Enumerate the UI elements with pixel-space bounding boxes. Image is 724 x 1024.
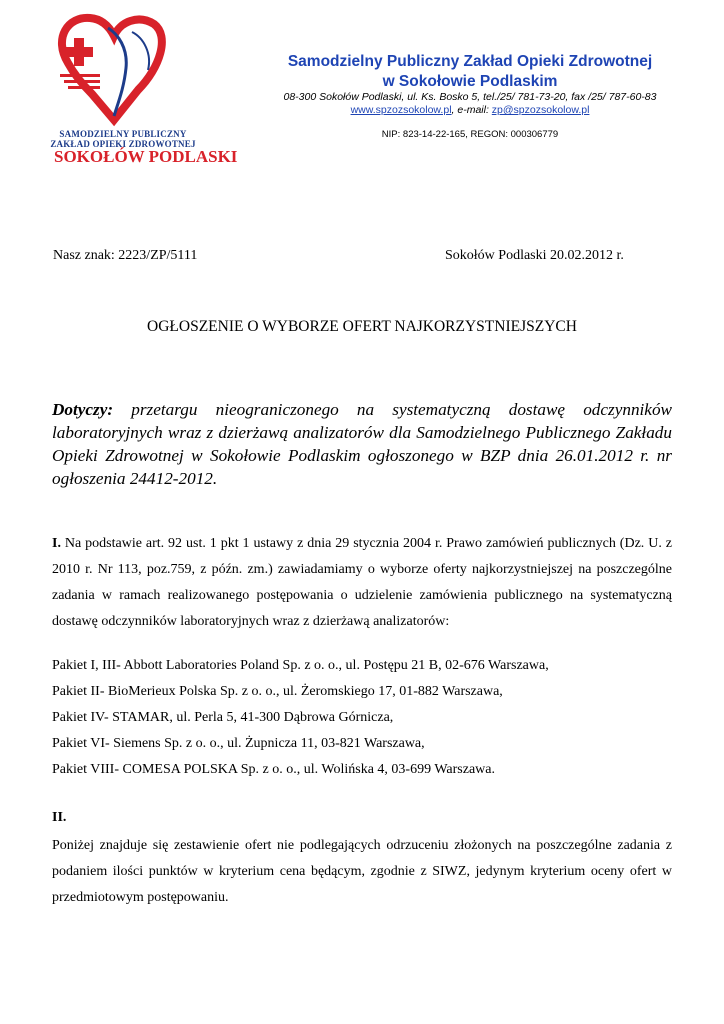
package-item: Pakiet VIII- COMESA POLSKA Sp. z o. o., ul. Wolińska 4, 03-699 Warszawa. [52,762,496,777]
regarding-text: przetargu nieograniczonego na systematyczną dostawę odczynników laboratoryjnych wraz z dzierżawą analizatorów dla Samodzielnego Publicznego Zakładu Opieki Zdrowotnej w Sokołowie Podlaskim ogłoszonego w BZP dnia 26.01.2012 r. nr ogłoszenia 24412-2012. [52,400,672,488]
section-1-label: I. [52,536,61,551]
hospital-logo [48,8,238,168]
logo-text-line1: SAMODZIELNY PUBLICZNY [59,129,187,139]
institution-address: 08-300 Sokołów Podlaski, ul. Ks. Bosko 5, tel./25/ 781-73-20, fax /25/ 787-60-83 [283,91,657,103]
package-item: Pakiet I, III- Abbott Laboratories Poland Sp. z o. o., ul. Postępu 21 B, 02-676 Warszawa, [52,658,549,673]
section-1-text: Na podstawie art. 92 ust. 1 pkt 1 ustawy z dnia 29 stycznia 2004 r. Prawo zamówień publicznych (Dz. U. z 2010 r. Nr 113, poz.759, z późn. zm.) zawiadamiamy o wyborze oferty najkorzystniejszej na poszczególne zadania w ramach realizowanego postępowania o udzielenie zamówienia publicznego na systematyczną dostawę odczynników laboratoryjnych wraz z dzierżawą analizatorów: [52,536,672,629]
email-label: , e-mail: [451,104,492,116]
regarding-paragraph [52,398,672,490]
institution-contact [240,104,700,117]
package-item: Pakiet VI- Siemens Sp. z o. o., ul. Żupnicza 11, 03-821 Warszawa, [52,736,425,751]
document-date: Sokołów Podlaski 20.02.2012 r. [445,248,624,263]
section-2-label: II. [52,810,67,825]
reference-number: Nasz znak: 2223/ZP/5111 [53,248,198,263]
institution-name-line2: w Sokołowie Podlaskim [382,73,558,90]
package-item: Pakiet II- BioMerieux Polska Sp. z o. o., ul. Żeromskiego 17, 01-882 Warszawa, [52,684,503,699]
nip-regon: NIP: 823-14-22-165, REGON: 000306779 [381,129,559,140]
document-title: OGŁOSZENIE O WYBORZE OFERT NAJKORZYSTNIEJSZYCH [147,318,577,335]
section-2-paragraph: Poniżej znajduje się zestawienie ofert nie podlegających odrzuceniu złożonych na poszczególne zadania z podaniem ilości punktów w kryterium cena będącym, zgodnie z SIWZ, jedynym kryterium oceny ofert w przedmiotowym postępowaniu. [52,838,672,905]
website-link[interactable]: www.spzozsokolow.pl [350,104,452,116]
email-link[interactable]: zp@spzozsokolow.pl [491,104,590,116]
logo-city: SOKOŁÓW PODLASKI [54,147,238,166]
institution-name [240,52,700,92]
logo-text-line2: ZAKŁAD OPIEKI ZDROWOTNEJ [50,139,196,149]
regarding-label: Dotyczy: [52,400,114,419]
institution-name-line1: Samodzielny Publiczny Zakład Opieki Zdrowotnej [287,53,653,70]
package-item: Pakiet IV- STAMAR, ul. Perla 5, 41-300 Dąbrowa Górnicza, [52,710,394,725]
section-1-paragraph [52,531,672,635]
heart-cross-emblem-icon [48,8,238,133]
